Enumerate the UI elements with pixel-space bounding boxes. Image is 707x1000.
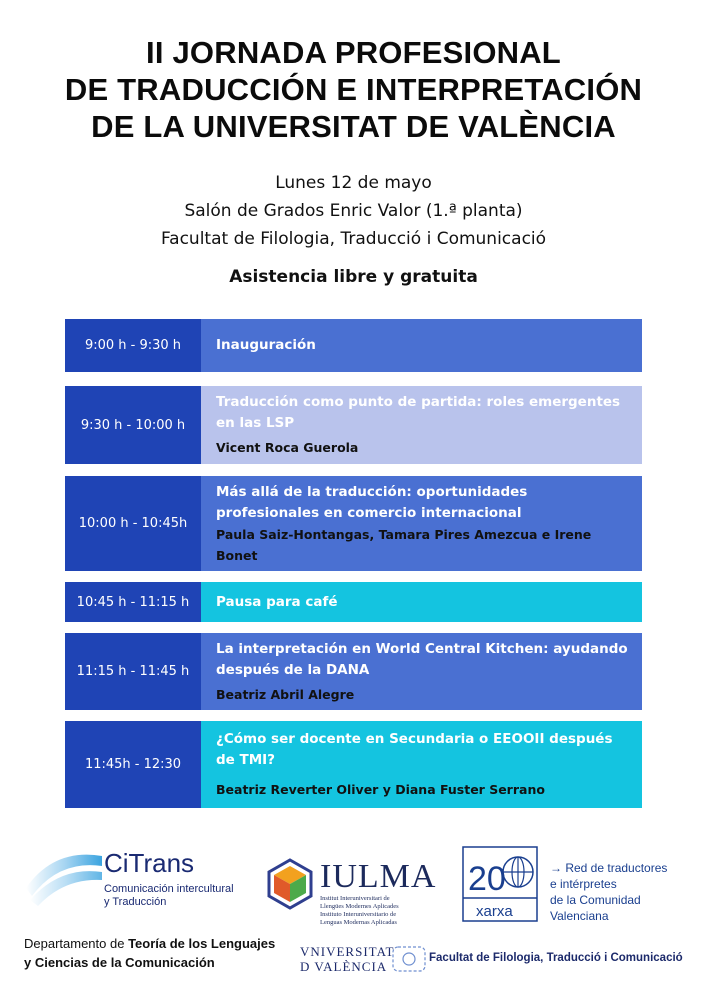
citrans-subtitle-line-2: y Traducción	[104, 896, 167, 908]
schedule-title: Pausa para café	[216, 593, 338, 610]
title-line-3: DE LA UNIVERSITAT DE VALÈNCIA	[91, 109, 616, 144]
iulma-name: IULMA	[320, 858, 437, 895]
schedule-row	[65, 582, 642, 622]
iulma-subtitle-line-1: Institut Interuniversitari de	[320, 895, 390, 902]
schedule-time: 9:30 h - 10:00 h	[65, 386, 201, 464]
event-info	[0, 169, 707, 253]
citrans-subtitle	[104, 883, 234, 909]
title-line-1: II JORNADA PROFESIONAL	[146, 35, 561, 70]
citrans-subtitle-line-1: Comunicación intercultural	[104, 883, 234, 895]
iulma-subtitle-line-2: Llengües Modernes Aplicades	[320, 903, 399, 910]
schedule-speaker: Vicent Roca Guerola	[216, 440, 359, 455]
event-faculty: Facultat de Filologia, Traducció i Comunicació	[160, 229, 547, 249]
department-line-1	[24, 934, 275, 953]
schedule-speaker: Paula Saiz-Hontangas, Tamara Pires Amezcua e Irene Bonet	[216, 526, 592, 563]
faculty-logo: Facultat de Filologia, Traducció i Comunicació	[429, 952, 683, 964]
department-logo	[24, 934, 275, 972]
schedule-content	[201, 633, 642, 710]
event-date: Lunes 12 de mayo	[275, 173, 432, 193]
schedule-row	[65, 633, 642, 710]
title-line-2: DE TRADUCCIÓN E INTERPRETACIÓN	[64, 72, 643, 107]
schedule-time: 9:00 h - 9:30 h	[65, 319, 201, 372]
schedule-title: ¿Cómo ser docente en Secundaria o EEOOII después de TMI?	[216, 731, 613, 768]
schedule-title: Inauguración	[216, 337, 316, 353]
schedule-content	[201, 582, 642, 622]
xarxa-number: 20	[468, 860, 506, 898]
uv-logo	[300, 944, 430, 976]
iulma-subtitle	[320, 895, 399, 927]
schedule-time: 10:45 h - 11:15 h	[65, 582, 201, 622]
schedule-time: 10:00 h - 10:45h	[65, 476, 201, 571]
schedule-row	[65, 721, 642, 808]
schedule-title: Traducción como punto de partida: roles emergentes en las LSP	[216, 394, 621, 431]
schedule-content	[201, 476, 642, 571]
citrans-name: CiTrans	[104, 848, 195, 878]
event-venue: Salón de Grados Enric Valor (1.ª planta)	[184, 201, 523, 221]
schedule-row	[65, 476, 642, 571]
schedule-speaker: Beatriz Abril Alegre	[216, 686, 355, 702]
department-line-2: y Ciencias de la Comunicación	[24, 955, 215, 970]
department-name: Teoría de los Lenguajes	[128, 936, 276, 951]
schedule-content	[201, 721, 642, 808]
xarxa-line-2: e intérpretes	[550, 877, 617, 891]
uv-line-1: VNIVERSITAT	[300, 944, 395, 959]
schedule-content	[201, 319, 642, 372]
uv-emblem-icon	[392, 946, 426, 972]
attendance-note: Asistencia libre y gratuita	[229, 267, 478, 287]
xarxa-line-4: Valenciana	[550, 909, 609, 923]
iulma-subtitle-line-3: Instituto Interuniversitario de	[320, 911, 397, 918]
schedule-title: La interpretación en World Central Kitchen: ayudando después de la DANA	[216, 640, 628, 678]
iulma-logo	[266, 858, 437, 926]
event-title	[0, 34, 707, 145]
citrans-logo	[24, 848, 254, 910]
xarxa-description	[550, 860, 667, 924]
iulma-hexagon-icon	[266, 858, 314, 910]
xarxa-line-3: de la Comunidad	[550, 893, 641, 907]
schedule-speaker: Beatriz Reverter Oliver y Diana Fuster Serrano	[216, 782, 545, 797]
iulma-subtitle-line-4: Lenguas Modernas Aplicadas	[320, 919, 397, 926]
schedule-time: 11:15 h - 11:45 h	[65, 633, 201, 710]
department-prefix: Departamento de	[24, 936, 129, 951]
xarxa-globe-icon	[462, 846, 538, 922]
xarxa-word: xarxa	[476, 903, 513, 920]
schedule-title: Más allá de la traducción: oportunidades profesionales en comercio internacional	[216, 483, 528, 521]
xarxa-logo	[462, 846, 692, 922]
uv-line-2: D VALÈNCIA	[300, 959, 388, 974]
schedule-row	[65, 319, 642, 372]
citrans-wave-icon	[24, 848, 104, 910]
uv-name	[300, 944, 394, 974]
schedule-content	[201, 386, 642, 464]
xarxa-line-1: → Red de traductores	[550, 861, 668, 875]
schedule-time: 11:45h - 12:30	[65, 721, 201, 808]
schedule-row	[65, 386, 642, 464]
